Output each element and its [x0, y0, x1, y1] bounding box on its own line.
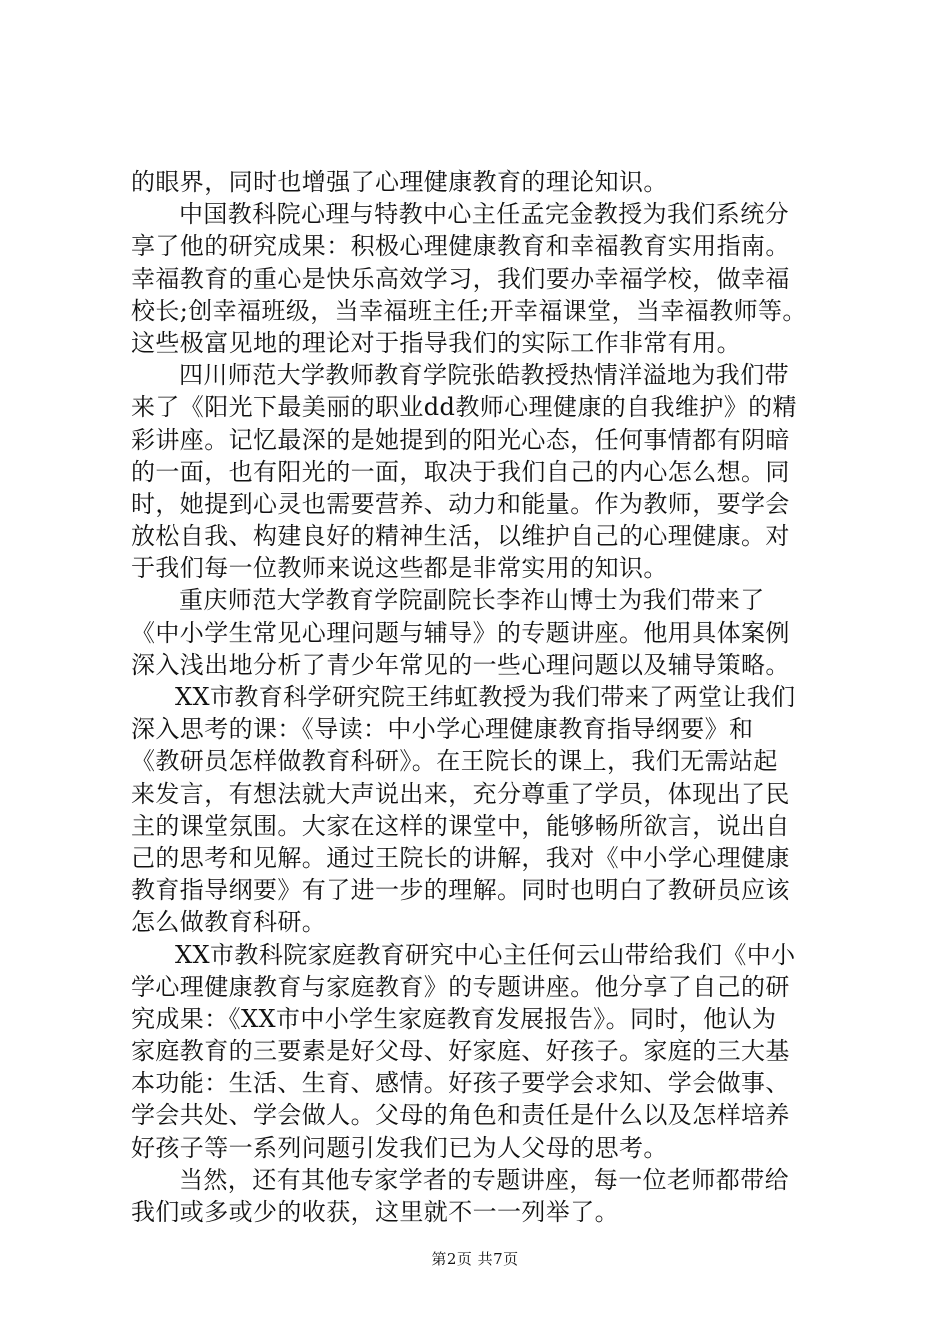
paragraph-start-line: 四川师范大学教师教育学院张皓教授热情洋溢地为我们带: [179, 361, 789, 390]
text-line: 究成果：《XX市中小学生家庭教育发展报告》。同时，他认为: [131, 1004, 777, 1033]
text-line: 怎么做教育科研。: [131, 908, 327, 937]
text-line: 我们或多或少的收获，这里就不一一列举了。: [131, 1198, 619, 1226]
text-line: 好孩子等一系列问题引发我们已为人父母的思考。: [131, 1133, 668, 1162]
text-line: 校长;创幸福班级，当幸福班主任;开幸福课堂，当幸福教师等。: [131, 296, 807, 325]
text-line: 来了《阳光下最美丽的职业dd教师心理健康的自我维护》的精: [131, 393, 797, 422]
text-line: 学会共处、学会做人。父母的角色和责任是什么以及怎样培养: [131, 1101, 790, 1130]
text-line: 的一面，也有阳光的一面，取决于我们自己的内心怎么想。同: [131, 457, 790, 486]
text-line: 教育指导纲要》有了进一步的理解。同时也明白了教研员应该: [131, 876, 790, 905]
document-body: [131, 166, 831, 1228]
text-line: 家庭教育的三要素是好父母、好家庭、好孩子。家庭的三大基: [131, 1037, 790, 1066]
text-line: 放松自我、构建良好的精神生活，以维护自己的心理健康。对: [131, 522, 790, 551]
text-line: 这些极富见地的理论对于指导我们的实际工作非常有用。: [131, 328, 741, 357]
paragraph-start-line: 重庆师范大学教育学院副院长李祚山博士为我们带来了: [179, 586, 765, 615]
paragraph-start-line: 当然，还有其他专家学者的专题讲座，每一位老师都带给: [179, 1165, 789, 1194]
text-line: 主的课堂氛围。大家在这样的课堂中，能够畅所欲言，说出自: [131, 811, 790, 840]
paragraph-start-line: XX市教科院家庭教育研究中心主任何云山带给我们《中小: [175, 940, 796, 969]
text-line: 于我们每一位教师来说这些都是非常实用的知识。: [131, 554, 668, 583]
text-line: 《中小学生常见心理问题与辅导》的专题讲座。他用具体案例: [131, 618, 790, 647]
text-line: 深入浅出地分析了青少年常见的一些心理问题以及辅导策略。: [131, 650, 790, 679]
text-line: 的眼界，同时也增强了心理健康教育的理论知识。: [131, 168, 668, 196]
text-line: 彩讲座。记忆最深的是她提到的阳光心态，任何事情都有阴暗: [131, 425, 790, 454]
text-line: 本功能：生活、生育、感情。好孩子要学会求知、学会做事、: [131, 1069, 790, 1098]
paragraph-start-line: 中国教科院心理与特教中心主任孟完金教授为我们系统分: [179, 200, 789, 229]
text-line: 来发言，有想法就大声说出来，充分尊重了学员，体现出了民: [131, 779, 790, 808]
text-line: 己的思考和见解。通过王院长的讲解，我对《中小学心理健康: [131, 843, 790, 872]
text-line: 幸福教育的重心是快乐高效学习，我们要办幸福学校，做幸福: [131, 264, 790, 293]
text-line: 学心理健康教育与家庭教育》的专题讲座。他分享了自己的研: [131, 972, 790, 1001]
text-line: 时，她提到心灵也需要营养、动力和能量。作为教师，要学会: [131, 489, 790, 518]
paragraph-start-line: XX市教育科学研究院王纬虹教授为我们带来了两堂让我们: [175, 683, 796, 711]
text-line: 享了他的研究成果：积极心理健康教育和幸福教育实用指南。: [131, 232, 790, 261]
text-line: 《教研员怎样做教育科研》。在王院长的课上，我们无需站起: [131, 747, 778, 776]
page-number: 第2页 共7页: [431, 1250, 519, 1268]
text-line: 深入思考的课：《导读：中小学心理健康教育指导纲要》和: [131, 715, 754, 744]
